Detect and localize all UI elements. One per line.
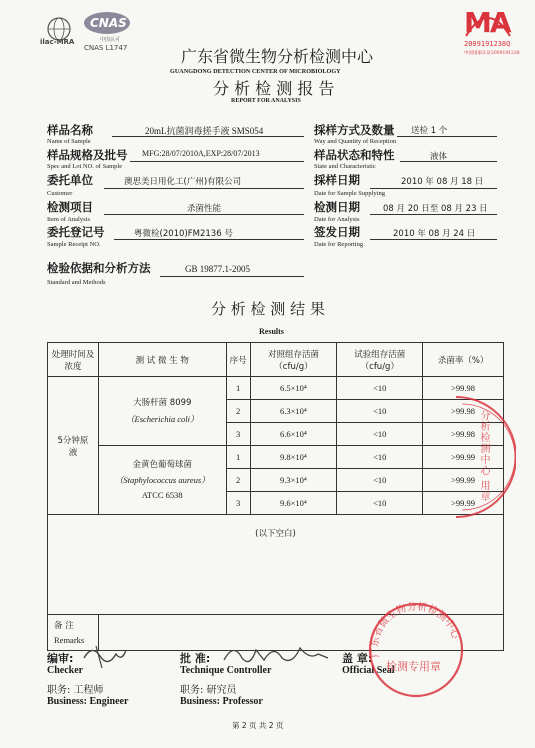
ilac-mra-text: ilac-MRA <box>40 38 75 46</box>
remarks-label-en: Remarks <box>54 634 85 645</box>
organism-cn: 金黄色葡萄球菌 <box>132 459 193 470</box>
header-organism: 测 试 微 生 物 <box>98 343 226 377</box>
table-row <box>48 377 504 400</box>
report-date-label: 签发日期 <box>314 225 360 239</box>
item-en: Item of Analysis <box>47 216 90 223</box>
row-test: <10 <box>337 492 423 515</box>
customer-en: Customer <box>47 190 73 197</box>
results-header-row <box>48 343 504 377</box>
row-control: 9.8×10⁴ <box>250 446 337 469</box>
row-test: <10 <box>337 469 423 492</box>
standard-en: Standard and Methods <box>47 279 106 286</box>
row-rate: >99.99 <box>423 469 504 492</box>
row-control: 6.6×10⁴ <box>250 423 337 446</box>
spec-label: 样品规格及批号 <box>47 148 128 162</box>
report-date-en: Date for Reporting <box>314 241 364 248</box>
seal-ring-icon <box>366 600 466 700</box>
row-test: <10 <box>337 423 423 446</box>
row-control: 9.6×10⁴ <box>250 492 337 515</box>
cnas-number: CNAS L1747 <box>84 44 128 52</box>
results-title-cn: 分 析 检 测 结 果 <box>211 300 325 318</box>
ma-frame-icon <box>464 6 512 40</box>
controller-en: Technique Controller <box>180 665 272 676</box>
checker-title-cn: 职务: 工程师 <box>47 685 104 696</box>
spec-en: Spec and Lot NO. of Sample <box>47 163 123 170</box>
official-seal <box>366 600 466 700</box>
spec-value: MFG:28/07/2010A,EXP:28/07/2013 <box>142 149 260 158</box>
org-name-cn: 广东省微生物分析检测中心 <box>181 47 374 66</box>
row-control: 6.5×10⁴ <box>250 377 337 400</box>
seal-center-text: 检测专用章 <box>386 660 441 673</box>
cnas-text: CNAS <box>90 16 127 30</box>
svg-text:广东省微生物分析检测中心 <box>368 600 462 658</box>
row-test: <10 <box>337 400 423 423</box>
receipt-label: 委托登记号 <box>47 225 105 239</box>
row-rate: >99.98 <box>423 423 504 446</box>
organism-cell <box>98 446 226 515</box>
receipt-en: Sample Receipt NO. <box>47 241 101 248</box>
sample-name-value: 20mL抗菌润毒搓手液 SMS054 <box>145 126 264 136</box>
page-number: 第 2 页 共 2 页 <box>232 721 284 730</box>
row-test: <10 <box>337 377 423 400</box>
org-name-en: GUANGDONG DETECTION CENTER OF MICROBIOLOGY <box>170 68 341 75</box>
remarks-label-cn: 备 注 <box>54 620 74 631</box>
checker-label: 编审: <box>47 652 74 665</box>
standard-value: GB 19877.1-2005 <box>185 264 250 274</box>
row-test: <10 <box>337 446 423 469</box>
seal-ring-text: 广东省微生物分析检测中心 <box>369 601 461 659</box>
cnas-cn: 中国认可 <box>100 37 121 43</box>
report-title-cn: 分 析 检 测 报 告 <box>213 79 335 98</box>
row-control: 9.3×10⁴ <box>250 469 337 492</box>
item-value: 杀菌性能 <box>187 204 222 214</box>
checker-title-en: Business: Engineer <box>47 696 129 707</box>
sampling-date-value: 2010 年 08 月 18 日 <box>401 177 484 187</box>
row-no: 2 <box>226 469 250 492</box>
row-no: 3 <box>226 492 250 515</box>
sampling-method-label: 採样方式及数量 <box>314 123 395 137</box>
results-title-en: Results <box>259 327 284 336</box>
row-no: 3 <box>226 423 250 446</box>
table-row <box>48 446 504 469</box>
ma-text: MA <box>464 6 510 39</box>
customer-label: 委托单位 <box>47 173 93 187</box>
row-no: 2 <box>226 400 250 423</box>
header-rate: 杀菌率（%） <box>423 343 504 377</box>
row-rate: >99.99 <box>423 446 504 469</box>
checker-signature-icon <box>82 640 128 675</box>
ma-number: 2009191238Q <box>464 40 511 48</box>
item-label: 检测项目 <box>47 200 93 214</box>
blank-note: (以下空白) <box>48 515 504 615</box>
row-no: 1 <box>226 446 250 469</box>
row-no: 1 <box>226 377 250 400</box>
row-rate: >99.99 <box>423 492 504 515</box>
report-date-value: 2010 年 08 月 24 日 <box>393 229 476 239</box>
sample-name-en: Name of Sample <box>47 138 91 145</box>
table-stamp-text: 分析检测中心 用章 <box>478 410 489 503</box>
treatment-cell: 5分钟原液 <box>48 377 99 515</box>
controller-title-en: Business: Professor <box>180 696 263 707</box>
controller-label: 批 准: <box>180 652 211 665</box>
state-label: 样品状态和特性 <box>314 148 395 162</box>
standard-label: 检验依据和分析方法 <box>47 261 151 275</box>
header-control: 对照组存活菌（cfu/g） <box>250 343 337 377</box>
analysis-date-en: Date for Analysis <box>314 216 360 223</box>
state-en: State and Characteristic <box>314 163 376 170</box>
row-rate: >99.98 <box>423 400 504 423</box>
sample-name-label: 样品名称 <box>47 123 93 137</box>
analysis-date-value: 08 月 20 日至 08 月 23 日 <box>383 204 488 214</box>
header-test: 试验组存活菌（cfu/g） <box>337 343 423 377</box>
organism-cn: 大肠杆菌 8099 <box>133 398 192 408</box>
organism-latin: （Staphylococcus aureus） <box>114 474 210 485</box>
customer-value: 澳思美日用化工(广州)有限公司 <box>124 177 242 187</box>
state-value: 液体 <box>430 152 448 162</box>
ma-small: 中国国家认证2009191238 <box>464 51 520 56</box>
cnas-logo <box>84 12 132 52</box>
ilac-mra-logo <box>40 16 78 50</box>
sampling-method-value: 送检 1 个 <box>411 126 448 136</box>
report-title-en: REPORT FOR ANALYSIS <box>231 98 301 104</box>
sampling-date-label: 採样日期 <box>314 173 360 187</box>
organism-atcc: ATCC 6538 <box>141 489 183 500</box>
row-rate: >99.98 <box>423 377 504 400</box>
analysis-date-label: 检测日期 <box>314 200 360 214</box>
organism-cell <box>98 377 226 446</box>
receipt-value: 粤微检(2010)FM2136 号 <box>134 229 233 239</box>
checker-en: Checker <box>47 665 84 676</box>
controller-title-cn: 职务: 研究员 <box>180 685 237 696</box>
header-no: 序号 <box>226 343 250 377</box>
sampling-date-en: Date for Sample Supplying <box>314 190 385 197</box>
row-control: 6.3×10⁴ <box>250 400 337 423</box>
seal-label: 盖 章: <box>342 652 373 665</box>
organism-latin: （Escherichia coli） <box>126 414 199 424</box>
sampling-method-en: Way and Quantity of Reception <box>314 138 397 145</box>
header-treatment: 处理时间及浓度 <box>48 343 99 377</box>
seal-en: Official Seal <box>342 665 395 676</box>
